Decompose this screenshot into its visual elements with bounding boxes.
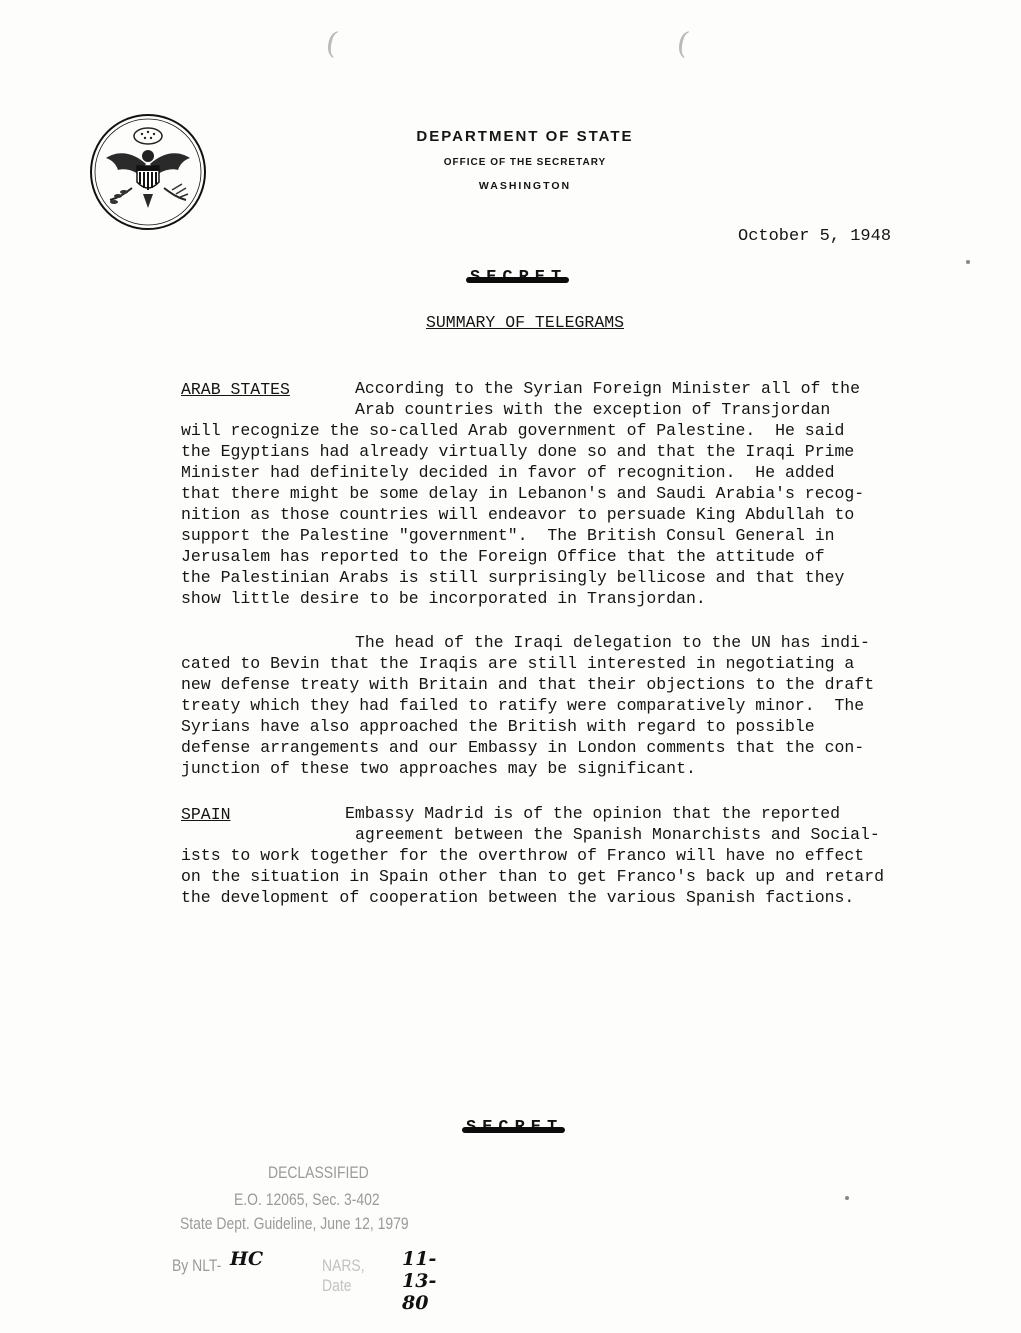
text-line: Arab countries with the exception of Transjordan <box>355 400 831 419</box>
nars-label: NARS, Date <box>322 1256 365 1295</box>
arab-states-paragraph-1 <box>181 378 864 609</box>
letterhead <box>360 128 690 192</box>
text-line: treaty which they had failed to ratify were comparatively minor. The <box>181 696 865 715</box>
strike-through <box>466 277 569 283</box>
by-initials: HC <box>230 1248 264 1270</box>
text-line: Minister had definitely decided in favor of recognition. He added <box>181 463 835 482</box>
text-line: will recognize the so-called Arab government of Palestine. He said <box>181 421 845 440</box>
by-prefix: By NLT- <box>172 1256 222 1275</box>
declassified-title: DECLASSIFIED <box>268 1163 369 1182</box>
section-label-arab-states: ARAB STATES <box>181 380 290 399</box>
text-line: that there might be some delay in Lebanon's and Saudi Arabia's recog- <box>181 484 865 503</box>
text-line: Jerusalem has reported to the Foreign Office that the attitude of <box>181 547 825 566</box>
city-name: WASHINGTON <box>478 180 572 192</box>
classification-stamp <box>470 268 567 287</box>
text-line: Embassy Madrid is of the opinion that the reported <box>345 804 841 823</box>
declassified-authority: E.O. 12065, Sec. 3-402 <box>234 1190 380 1209</box>
department-seal-icon <box>88 112 208 232</box>
text-line: support the Palestine "government". The British Consul General in <box>181 526 835 545</box>
text-line: the Egyptians had already virtually done so and that the Iraqi Prime <box>181 442 855 461</box>
declassified-date: 11-13-80 <box>402 1248 437 1314</box>
document-subject: SUMMARY OF TELEGRAMS <box>426 313 625 332</box>
text-line: nition as those countries will endeavor to persuade King Abdullah to <box>181 505 855 524</box>
section-label-spain: SPAIN <box>181 805 231 824</box>
text-line: According to the Syrian Foreign Minister all of the <box>355 379 860 398</box>
strike-through <box>462 1127 565 1133</box>
spain-paragraph-1 <box>181 803 884 908</box>
office-name: OFFICE OF THE SECRETARY <box>443 157 607 168</box>
text-line: the development of cooperation between the various Spanish factions. <box>181 888 855 907</box>
text-line: on the situation in Spain other than to get Franco's back up and retard <box>181 867 885 886</box>
department-name: DEPARTMENT OF STATE <box>416 128 634 145</box>
margin-mark: ( <box>674 25 692 62</box>
text-line: junction of these two approaches may be significant. <box>181 759 696 778</box>
text-line: cated to Bevin that the Iraqis are still interested in negotiating a <box>181 654 855 673</box>
speck <box>966 260 970 264</box>
classification-stamp-bottom <box>466 1118 563 1137</box>
text-line: ists to work together for the overthrow of Franco will have no effect <box>181 846 865 865</box>
text-line: The head of the Iraqi delegation to the UN has indi- <box>355 633 870 652</box>
margin-mark: ( <box>323 25 341 62</box>
text-line: defense arrangements and our Embassy in London comments that the con- <box>181 738 865 757</box>
text-line: Syrians have also approached the British with regard to possible <box>181 717 815 736</box>
text-line: new defense treaty with Britain and that their objections to the draft <box>181 675 875 694</box>
declassified-guideline: State Dept. Guideline, June 12, 1979 <box>180 1214 409 1233</box>
text-line: show little desire to be incorporated in Transjordan. <box>181 589 706 608</box>
document-date: October 5, 1948 <box>738 227 892 246</box>
text-line: agreement between the Spanish Monarchists and Social- <box>355 825 880 844</box>
speck <box>845 1196 849 1200</box>
text-line: the Palestinian Arabs is still surprisingly bellicose and that they <box>181 568 845 587</box>
arab-states-paragraph-2 <box>181 632 874 779</box>
declassified-by-line <box>172 1248 437 1314</box>
